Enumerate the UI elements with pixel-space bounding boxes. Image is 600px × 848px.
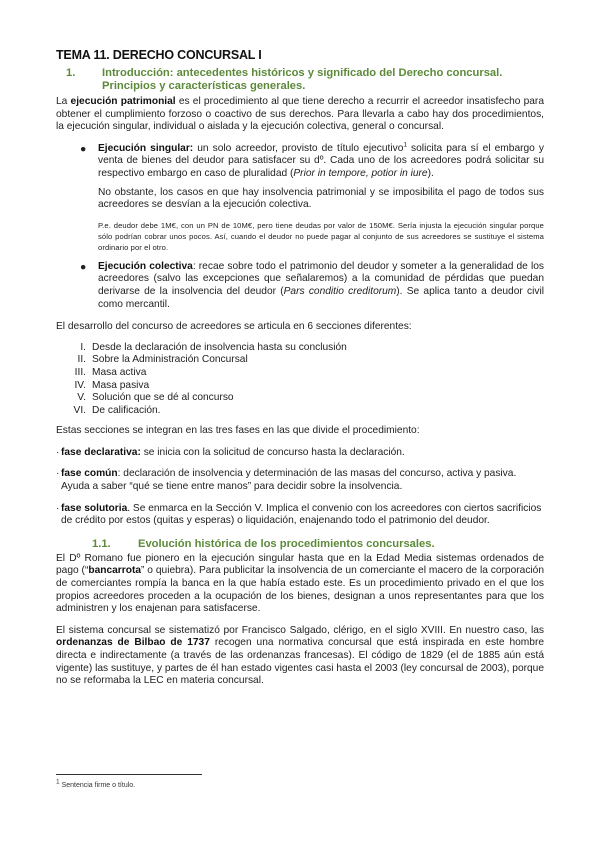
bullet-1-example: P.e. deudor debe 1M€, con un PN de 10M€, pero tiene deudas por valor de 150M€. Sería injusta la ejecución singular porque sólo podrían cobrar unos pocos. Así, cuando el deudor no puede pagar al conjunto de sus acreedores se sustituye el sistema ordinario por el otro. [98, 220, 544, 252]
section-1-number: 1. [66, 67, 76, 79]
section-list-item [56, 367, 544, 380]
section-list-item [56, 342, 544, 355]
phase-term: fase declarativa: [61, 446, 141, 458]
bullet-1-text1: un solo acreedor, provisto de título ejecutivo [193, 142, 404, 154]
phase-term: fase común [61, 468, 118, 480]
history-1-post: ” o quiebra). Para publicitar la insolvencia de un comerciante el macero de la corporación de comerciantes rompía la banca en la que había estado este. Es un procedimiento privado en el que los propios acreedores proceden a la ocupación de los bienes, designan a unos representantes para que los administren y los enajenan para satisfacerse. [56, 565, 545, 615]
bullet-1-para2: No obstante, los casos en que hay insolvencia patrimonial y se imposibilita el pago de todos sus acreedores se desvían a la ejecución colectiva. [98, 186, 544, 211]
footnote-separator [56, 774, 202, 775]
sections-intro: El desarrollo del concurso de acreedores se articula en 6 secciones diferentes: [56, 321, 412, 333]
section-1-heading [56, 67, 544, 93]
bullet-1-text [98, 143, 544, 181]
section-list-number: I. [80, 341, 86, 353]
bullet-2-text1: : recae sobre todo el patrimonio del deudor y someter a la generalidad de los acreedores (salvo las excepciones que señalaremos) a la comunidad de pérdidas que puedan derivarse de la insolvencia del deudor ( [98, 260, 544, 297]
phase-description: se inicia con la solicitud de concurso hasta la declaración. [140, 446, 405, 458]
section-1-1-number: 1.1. [92, 537, 111, 550]
phase-text [61, 447, 544, 460]
bullet-ejecucion-colectiva [80, 261, 544, 311]
section-list-item [56, 354, 544, 367]
section-list-item [56, 392, 544, 405]
bullet-2-text [98, 261, 544, 311]
bullet-1-text2: solicita para sí el embargo y venta de bienes del deudor para satisfacer su dº. Cada uno de los acreedores podrá solicitar su respectivo embargo en caso de pluralidad ( [98, 142, 544, 179]
history-2-pre: El sistema concursal se sistematizó por Francisco Salgado, clérigo, en el siglo XVIII. En nuestro caso, las [56, 624, 544, 636]
bullet-2-term: Ejecución colectiva [98, 260, 193, 272]
phase-item [56, 503, 544, 528]
phase-text [61, 503, 544, 528]
phases-intro: Estas secciones se integran en las tres fases en las que divide el procedimiento: [56, 425, 420, 437]
phase-marker: · [56, 468, 60, 480]
history-paragraph-2 [56, 625, 544, 688]
phase-description: . Se enmarca en la Sección V. Implica el convenio con los acreedores con ciertos sacrificios de crédito por estos (quitas y esperas) o liquidación, enajenando todo el patrimonio del deudor. [61, 502, 542, 527]
section-list-text: Solución que se dé al concurso [92, 392, 234, 404]
intro-term: ejecución patrimonial [70, 96, 176, 107]
bullet-1-term: Ejecución singular: [98, 142, 194, 154]
history-1-term: bancarrota [88, 565, 142, 577]
intro-paragraph [56, 96, 544, 134]
bullet-1-text3: ). [427, 167, 434, 179]
history-2-term: ordenanzas de Bilbao de 1737 [56, 637, 210, 649]
section-list-item [56, 405, 544, 418]
section-list-number: III. [74, 366, 86, 378]
footnote-number: 1 [56, 778, 60, 786]
section-list-text: Masa pasiva [92, 379, 150, 391]
bullet-marker: ● [80, 260, 87, 273]
phase-marker: · [56, 446, 60, 458]
footnote-ref: 1 [403, 141, 407, 149]
section-1-1-title: Evolución histórica de los procedimientos concursales. [138, 537, 435, 550]
section-list-item [56, 380, 544, 393]
intro-post: es el procedimiento al que tiene derecho a recurrir el acreedor insatisfecho para obtener el cumplimiento forzoso o coactivo de sus derechos. Para llevarla a cabo hay dos procedimientos, la ejecución singular, individual o aislada y la ejecución colectiva, general o concursal. [56, 96, 544, 133]
history-paragraph-1 [56, 553, 544, 616]
phase-item [56, 447, 544, 460]
section-1-1-heading [92, 538, 544, 551]
bullet-ejecucion-singular [80, 143, 544, 181]
bullet-marker: ● [80, 142, 87, 155]
phase-item [56, 468, 544, 493]
phase-marker: · [56, 502, 60, 514]
section-list-number: IV. [74, 379, 86, 391]
footnote-text: Sentencia firme o título. [59, 782, 136, 789]
section-list-text: Masa activa [92, 366, 147, 378]
footnote [56, 778, 136, 790]
phase-term: fase solutoria [61, 502, 128, 514]
history-1-pre: El Dº Romano fue pionero en la ejecución singular hasta que en la Edad Media sistemas ordenados de pago (“ [56, 552, 544, 577]
section-list-number: V. [77, 392, 86, 404]
phase-text [61, 468, 544, 493]
phases-list [56, 447, 544, 528]
section-list-number: II. [77, 354, 86, 366]
phase-description: : declaración de insolvencia y determinación de las masas del concurso, activa y pasiva. Ayuda a saber “qué se tiene entre manos” para decidir sobre la insolvencia. [61, 468, 517, 493]
bullet-2-text2: ). Se aplica tanto a deudor civil como mercantil. [98, 285, 544, 310]
section-list-number: VI. [73, 404, 86, 416]
intro-pre: La [56, 96, 71, 107]
bullet-1-latin: Prior in tempore, potior in iure [293, 167, 428, 179]
sections-list [56, 342, 544, 418]
section-list-text: De calificación. [92, 404, 161, 416]
document-title: TEMA 11. DERECHO CONCURSAL I [56, 48, 262, 62]
section-1-title: Introducción: antecedentes históricos y significado del Derecho concursal. Principios y características generales. [102, 67, 503, 92]
section-list-text: Desde la declaración de insolvencia hasta su conclusión [92, 341, 347, 353]
bullet-2-latin: Pars conditio creditorum [283, 285, 397, 297]
section-list-text: Sobre la Administración Concursal [92, 354, 248, 366]
history-2-post: recogen una normativa concursal que está inspirada en este hombre directa e indirectamente (a través de las ordenanzas francesas). El código de 1829 (el de 1885 aún está vigente) las sustituye, y partes de él han estado vigentes casi hasta el 2003 (ley concursal de 2003), porque no se reformaba la LEC en materia concursal. [56, 637, 544, 687]
